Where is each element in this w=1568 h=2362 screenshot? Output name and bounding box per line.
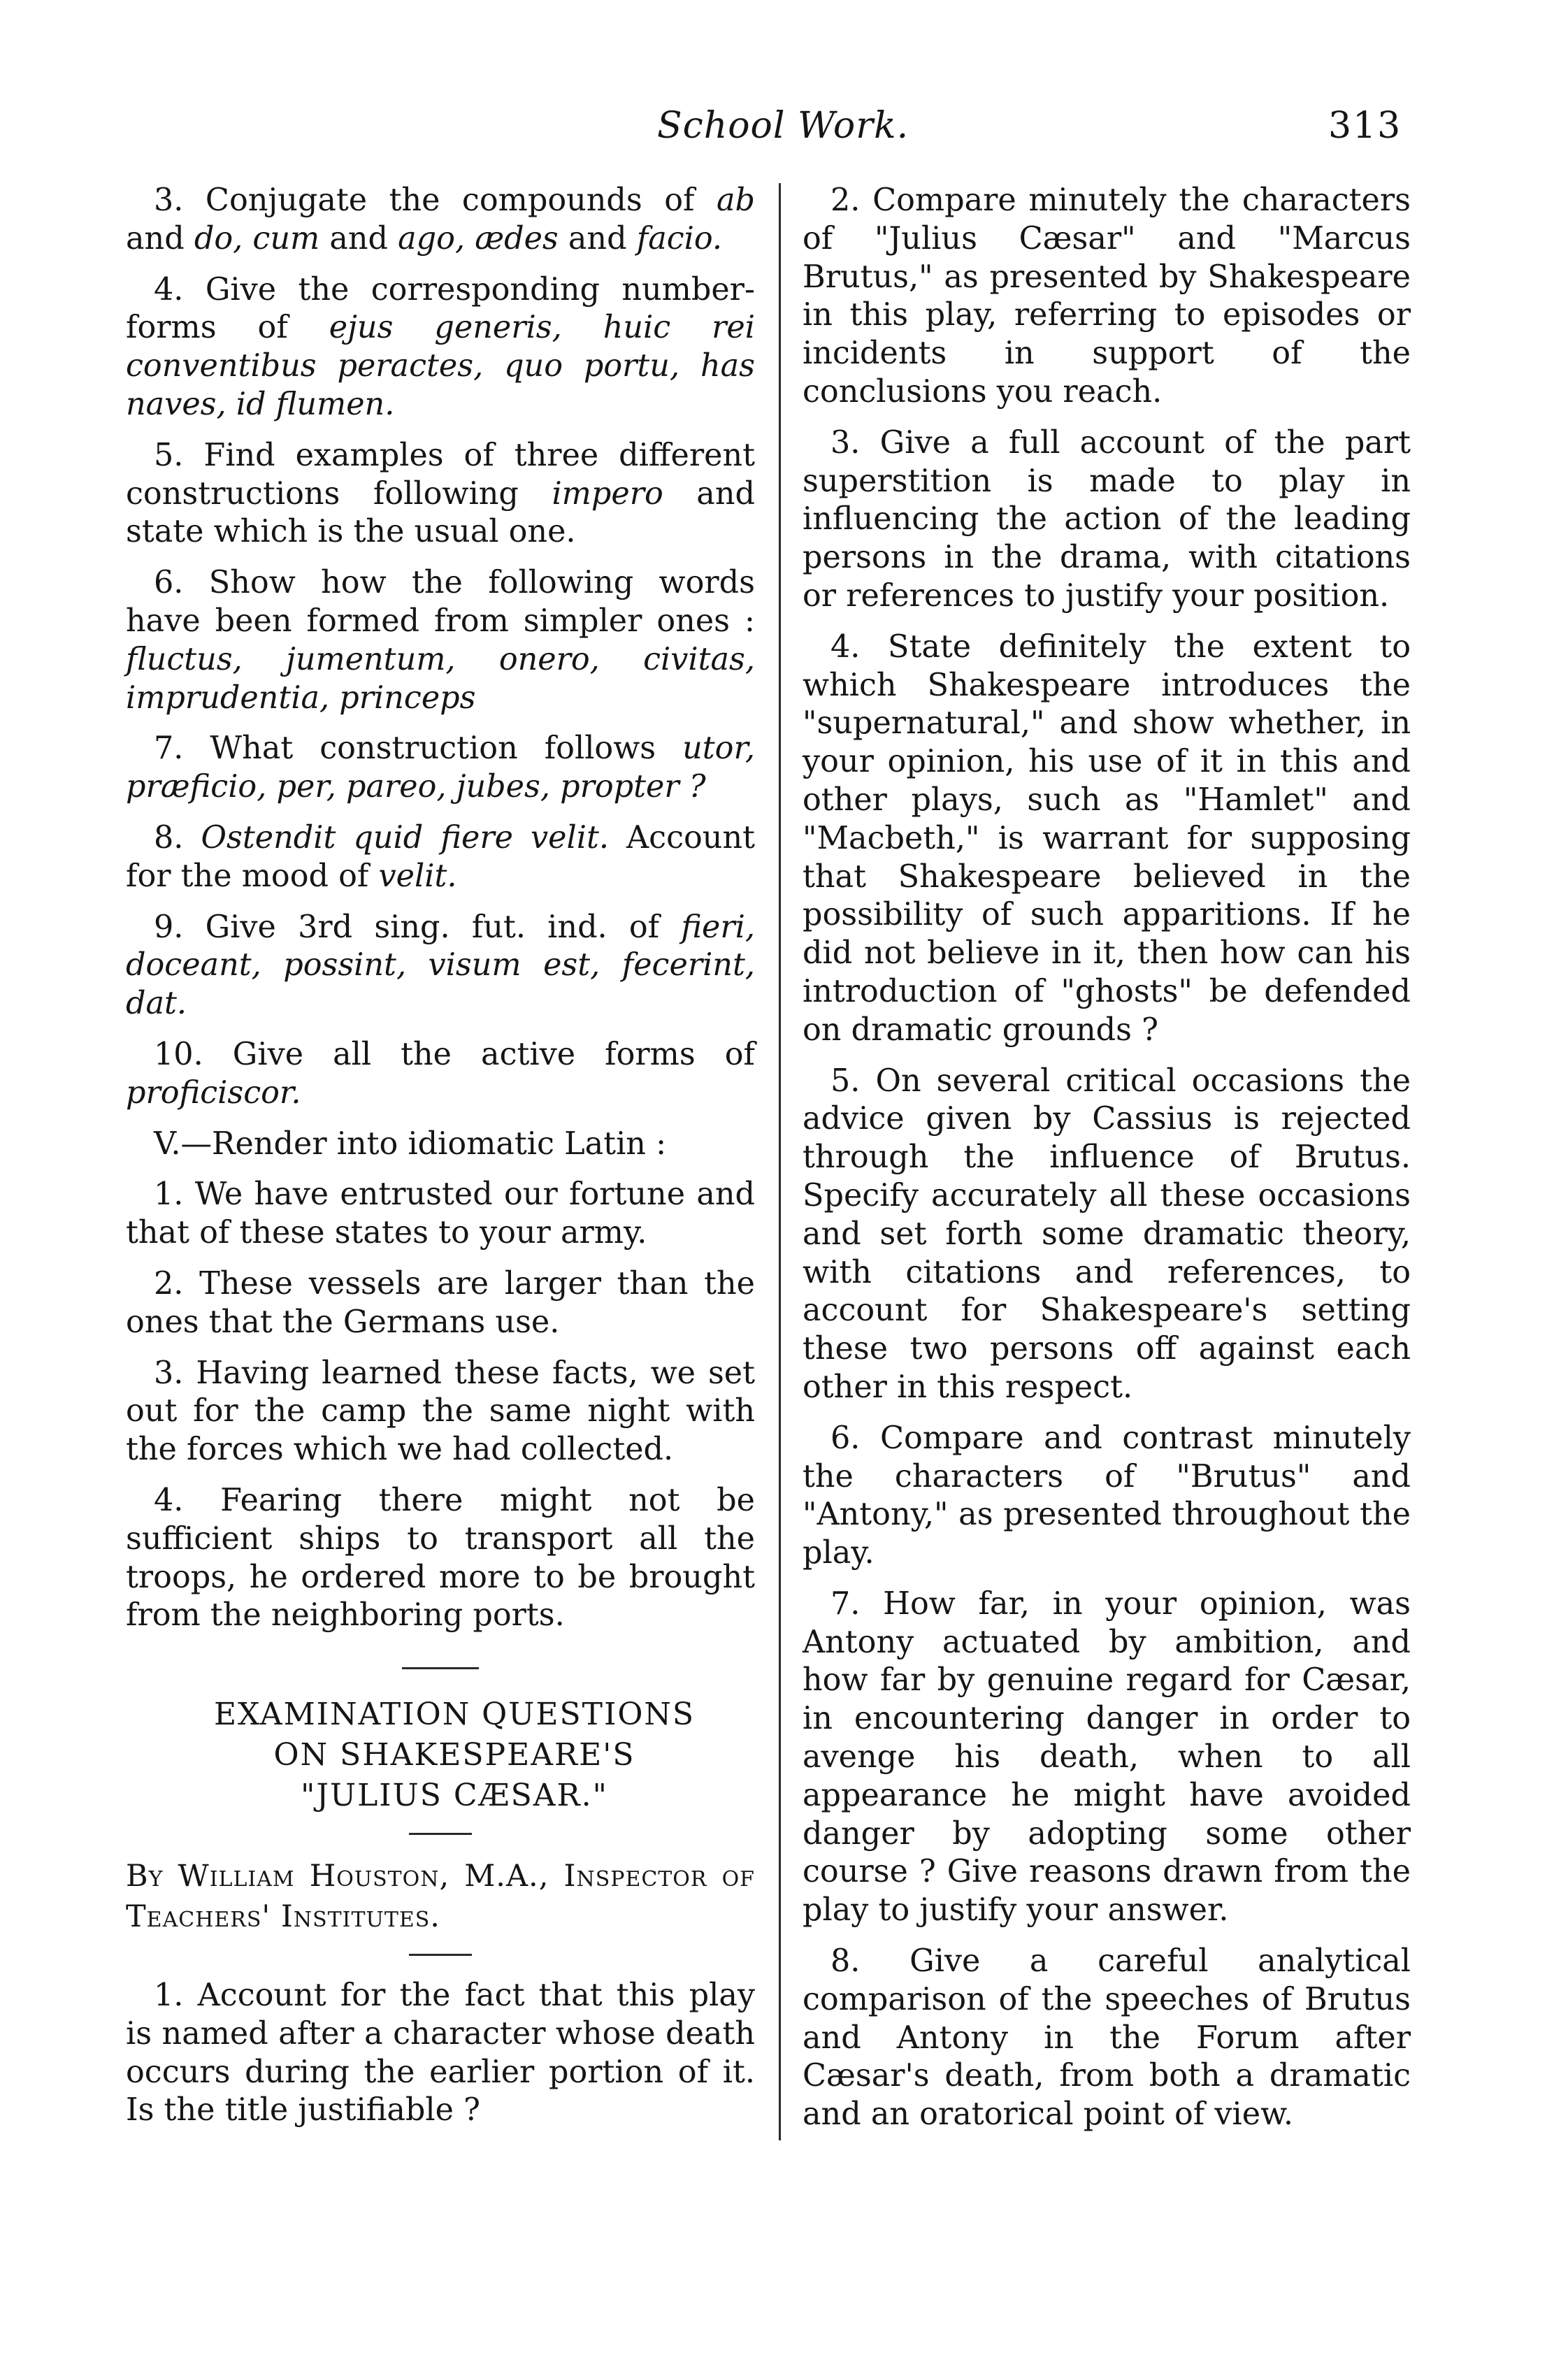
shakespeare-question-6: 6. Compare and contrast minutely the characters of "Brutus" and "Antony," as presented throughout the play.	[803, 1420, 1411, 1571]
section-v-heading: V.—Render into idiomatic Latin :	[154, 1125, 667, 1162]
latin-question-8: 8. Ostendit quid fiere velit. Account for the mood of velit.	[126, 819, 756, 894]
exam-title-line-3: "JULIUS CÆSAR."	[301, 1778, 608, 1814]
running-head	[0, 105, 1568, 154]
translation-item-1: 1. We have entrusted our fortune and that of these states to your army.	[126, 1176, 755, 1251]
shakespeare-question-4: 4. State definitely the extent to which Shakespeare introduces the "supernatural," and show whether, in your opinion, his use of it in this and other plays, such as "Hamlet" and "Macbeth," is warrant for supposing that Shakespeare believed in the possibility of such apparitions. If he did not believe in it, then how can his introduction of "ghosts" be defended on dramatic grounds ?	[803, 628, 1411, 1048]
exam-title-line-1: EXAMINATION QUESTIONS	[213, 1697, 696, 1733]
author-byline: By William Houston, M.A., Inspector of Teachers' Institutes.	[126, 1859, 755, 1935]
section-divider	[402, 1667, 479, 1669]
left-column	[126, 182, 755, 2143]
latin-question-10: 10. Give all the active forms of proficiscor.	[126, 1036, 755, 1111]
latin-question-9: 9. Give 3rd sing. fut. ind. of fieri, doceant, possint, visum est, fecerint, dat.	[126, 909, 755, 1022]
latin-question-6: 6. Show how the following words have been formed from simpler ones : fluctus, jumentum, onero, civitas, imprudentia, princeps	[126, 565, 755, 716]
title-divider	[409, 1833, 472, 1835]
shakespeare-question-5: 5. On several critical occasions the advice given by Cassius is rejected through the influence of Brutus. Specify accurately all these occasions and set forth some dramatic theory, with citations and references, to account for Shakespeare's setting these two persons off against each other in this respect.	[803, 1063, 1411, 1405]
exam-title-line-2: ON SHAKESPEARE'S	[273, 1737, 635, 1773]
translation-item-2: 2. These vessels are larger than the ones that the Germans use.	[126, 1265, 755, 1340]
latin-question-7: 7. What construction follows utor, præficio, per, pareo, jubes, propter ?	[126, 730, 755, 805]
right-column	[803, 182, 1411, 2147]
running-title: School Work.	[657, 105, 909, 147]
shakespeare-question-8: 8. Give a careful analytical comparison of the speeches of Brutus and Antony in the Forum after Cæsar's death, from both a dramatic and an oratorical point of view.	[803, 1943, 1411, 2133]
shakespeare-question-7: 7. How far, in your opinion, was Antony actuated by ambition, and how far by genuine regard for Cæsar, in encountering danger in order to avenge his death, when to all appearance he might have avoided danger by adopting some other course ? Give reasons drawn from the play to justify your answer.	[803, 1585, 1411, 1929]
shakespeare-question-3: 3. Give a full account of the part superstition is made to play in influencing the action of the leading persons in the drama, with citations or references to justify your position.	[803, 424, 1411, 614]
byline-divider	[409, 1954, 472, 1956]
page-number: 313	[1328, 105, 1402, 147]
shakespeare-question-1: 1. Account for the fact that this play is named after a character whose death occurs during the earlier portion of it. Is the title justifiable ?	[126, 1978, 755, 2129]
latin-question-5: 5. Find examples of three different constructions following impero and state which is the usual one.	[126, 437, 755, 550]
column-divider	[779, 183, 781, 2140]
latin-question-4: 4. Give the corresponding number-forms of ejus generis, huic rei conventibus peractes, quo portu, has naves, id flumen.	[126, 271, 755, 422]
translation-item-4: 4. Fearing there might not be sufficient ships to transport all the troops, he ordered more to be brought from the neighboring ports.	[126, 1482, 755, 1634]
exam-title	[126, 1694, 755, 1816]
latin-question-3: 3. Conjugate the compounds of ab and do, cum and ago, ædes and facio.	[126, 182, 755, 257]
shakespeare-question-2: 2. Compare minutely the characters of "Julius Cæsar" and "Marcus Brutus," as presented by Shakespeare in this play, referring to episodes or incidents in support of the conclusions you reach.	[803, 182, 1411, 410]
translation-item-3: 3. Having learned these facts, we set out for the camp the same night with the forces which we had collected.	[126, 1355, 755, 1468]
